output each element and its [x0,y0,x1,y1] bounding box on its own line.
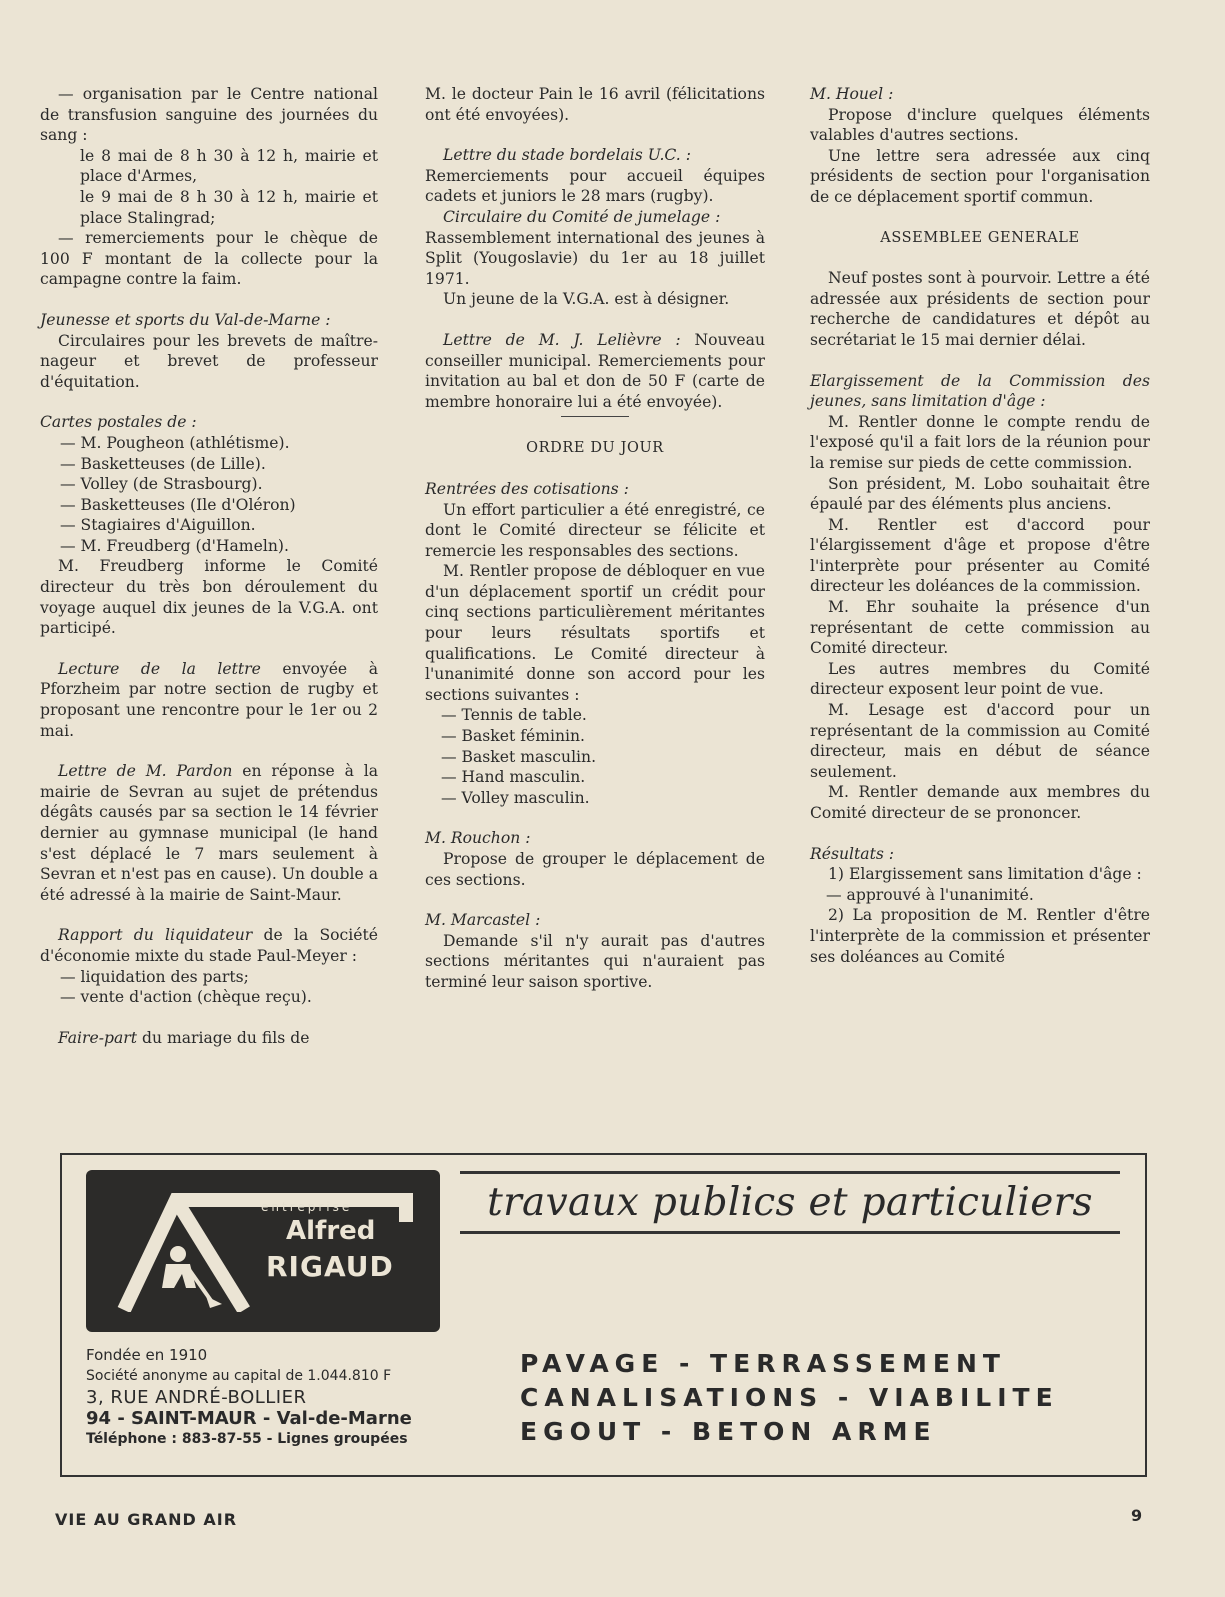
paragraph: Les autres membres du Comité directeur exposent leur point de vue. [810,659,1150,699]
lead-in: Lecture de la lettre [58,659,261,678]
section-subheading: Jeunesse et sports du Val-de-Marne : [40,310,331,329]
paragraph: M. Lesage est d'accord pour un représentant de la commission au Comité directeur, mais en début de séance seulement. [810,701,1150,781]
page-number: 9 [1131,1506,1143,1525]
paragraph-text: envoyée à Pforzheim par notre section de rugby et proposant une rencontre pour le 1er ou 2 mai. [40,659,378,740]
lead-in: Lettre de M. Pardon [58,762,233,781]
section-subheading: M. Houel : [810,85,894,103]
paragraph: Rassemblement international des jeunes à Split (Yougoslavie) du 1er au 18 juillet 1971. [425,228,765,288]
paragraph: M. le docteur Pain le 16 avril (félicitations ont été envoyées). [425,85,765,124]
city-address: 94 - SAINT-MAUR - Val-de-Marne [86,1408,412,1429]
paragraph: M. Rentler propose de débloquer en vue d'un déplacement sportif un crédit pour cinq sections particulièrement méritantes pour leurs résultats sportifs et qualifications. Le Comité directeur à l'unanimité donne son accord pour les sections suivantes : [425,562,765,704]
magazine-title: VIE AU GRAND AIR [55,1510,238,1529]
paragraph: Un effort particulier a été enregistré, ce dont le Comité directeur se félicite et remercie les responsables des sections. [425,500,765,560]
paragraph: Circulaires pour les brevets de maître-nageur et brevet de professeur d'équitation. [40,331,378,391]
list-item: — liquidation des parts; [60,967,249,986]
service-line: PAVAGE - TERRASSEMENT [520,1349,1006,1378]
paragraph: 2) La proposition de M. Rentler d'être l'interprète de la commission et présenter ses doléances au Comité [810,906,1150,966]
paragraph: Demande s'il n'y aurait pas d'autres sections méritantes qui n'auraient pas terminé leur saison sportive. [425,931,765,991]
article-column-2 [425,84,765,993]
lead-in: Lettre de M. J. Lelièvre : [443,330,681,349]
advertisement [60,1153,1147,1477]
paragraph: Une lettre sera adressée aux cinq présidents de section pour l'organisation de ce déplacement sportif commun. [810,146,1150,206]
paragraph: — organisation par le Centre national de transfusion sanguine des journées du sang : [40,85,378,145]
company-logo [86,1170,440,1332]
paragraph: Remerciements pour accueil équipes cadets et juniors le 28 mars (rugby). [425,166,765,206]
logo-entreprise-text: entreprise [261,1200,353,1214]
founded-text: Fondée en 1910 [86,1346,208,1364]
article-column-1 [40,84,378,1048]
list-item: — Basketteuses (Ile d'Oléron) [60,495,296,514]
paragraph: Propose d'inclure quelques éléments valables d'autres sections. [810,105,1150,145]
section-subheading: M. Marcastel : [425,911,541,930]
section-subheading: Circulaire du Comité de jumelage : [443,207,721,226]
list-item: — Basketteuses (de Lille). [60,454,266,473]
list-item: — Volley (de Strasbourg). [60,475,263,494]
paragraph: Son président, M. Lobo souhaitait être épaulé par des éléments plus anciens. [810,474,1150,514]
section-heading: ORDRE DU JOUR [526,440,664,457]
company-info [86,1345,412,1450]
list-item: — Tennis de table. [441,706,587,725]
service-line: CANALISATIONS - VIABILITE [520,1383,1059,1412]
paragraph [40,761,378,905]
list-item: — Basket féminin. [441,727,586,746]
section-subheading: Lettre du stade bordelais U.C. : [443,146,691,165]
paragraph: M. Rentler donne le compte rendu de l'exposé qu'il a fait lors de la réunion pour la remise sur pieds de cette commission. [810,412,1150,472]
paragraph: Propose de grouper le déplacement de ces sections. [425,850,765,889]
logo-alfred-text: Alfred [286,1216,376,1246]
section-subheading: Cartes postales de : [40,413,197,432]
list-item: — vente d'action (chèque reçu). [60,988,312,1007]
service-line: EGOUT - BETON ARME [520,1417,937,1446]
paragraph-text: de la Société d'économie mixte du stade Paul-Meyer : [40,926,378,965]
phone-text: Téléphone : 883-87-55 - Lignes groupées [86,1431,408,1447]
paragraph [425,330,765,412]
paragraph [40,1028,378,1049]
section-heading: ASSEMBLEE GENERALE [880,229,1080,246]
logo-rigaud-text: RIGAUD [266,1250,394,1283]
list-item: — Stagiaires d'Aiguillon. [60,516,256,535]
article-column-3 [810,84,1150,967]
section-subheading: Résultats : [810,844,895,863]
services-list [520,1347,1059,1449]
lead-in: Rapport du liquidateur [58,926,253,945]
paragraph: M. Ehr souhaite la présence d'un représentant de cette commission au Comité directeur. [810,598,1150,658]
paragraph: M. Rentler demande aux membres du Comité directeur de se prononcer. [810,783,1150,822]
list-item: — M. Freudberg (d'Hameln). [60,536,289,555]
section-subheading: Elargissement de la Commission des jeunes, sans limitation d'âge : [810,371,1150,411]
section-subheading: M. Rouchon : [425,829,531,848]
ad-slogan: travaux publics et particuliers [460,1171,1120,1234]
list-item: — Volley masculin. [441,788,590,807]
paragraph: M. Rentler est d'accord pour l'élargissement d'âge et propose d'être l'interprète pour présenter au Comité directeur les doléances de la commission. [810,515,1150,596]
paragraph [40,925,378,966]
paragraph: le 8 mai de 8 h 30 à 12 h, mairie et place d'Armes, [80,146,378,186]
paragraph: M. Freudberg informe le Comité directeur du très bon déroulement du voyage auquel dix jeunes de la V.G.A. ont participé. [40,557,378,638]
list-item: — M. Pougheon (athlétisme). [60,433,290,452]
list-item: — approuvé à l'unanimité. [826,885,1034,904]
paragraph-text: en réponse à la mairie de Sevran au sujet de prétendus dégâts causés par sa section le 14 février dernier au gymnase municipal (le hand s'est déplacé le 7 mars seulement à Sevran et n'est pas en cause). Un double a été adressé à la mairie de Saint-Maur. [40,762,378,904]
paragraph: le 9 mai de 8 h 30 à 12 h, mairie et place Stalingrad; [80,187,378,227]
paragraph [40,659,378,741]
street-address: 3, RUE ANDRÉ-BOLLIER [86,1387,307,1408]
paragraph: Un jeune de la V.G.A. est à désigner. [443,290,730,309]
paragraph: — remerciements pour le chèque de 100 F montant de la collecte pour la campagne contre la faim. [40,229,378,289]
list-item: — Hand masculin. [441,768,586,787]
section-subheading: Rentrées des cotisations : [425,479,629,498]
capital-text: Société anonyme au capital de 1.044.810 F [86,1368,392,1384]
paragraph: Neuf postes sont à pourvoir. Lettre a été adressée aux présidents de section pour recherche de candidatures et dépôt au secrétariat le 15 mai dernier délai. [810,269,1150,349]
paragraph-text: du mariage du fils de [137,1028,310,1047]
lead-in: Faire-part [58,1028,137,1047]
paragraph-text: Nouveau conseiller municipal. Remerciements pour invitation au bal et don de 50 F (carte de membre honoraire lui a été envoyée). [425,330,765,411]
list-item: — Basket masculin. [441,747,597,766]
paragraph: 1) Elargissement sans limitation d'âge : [828,865,1142,884]
